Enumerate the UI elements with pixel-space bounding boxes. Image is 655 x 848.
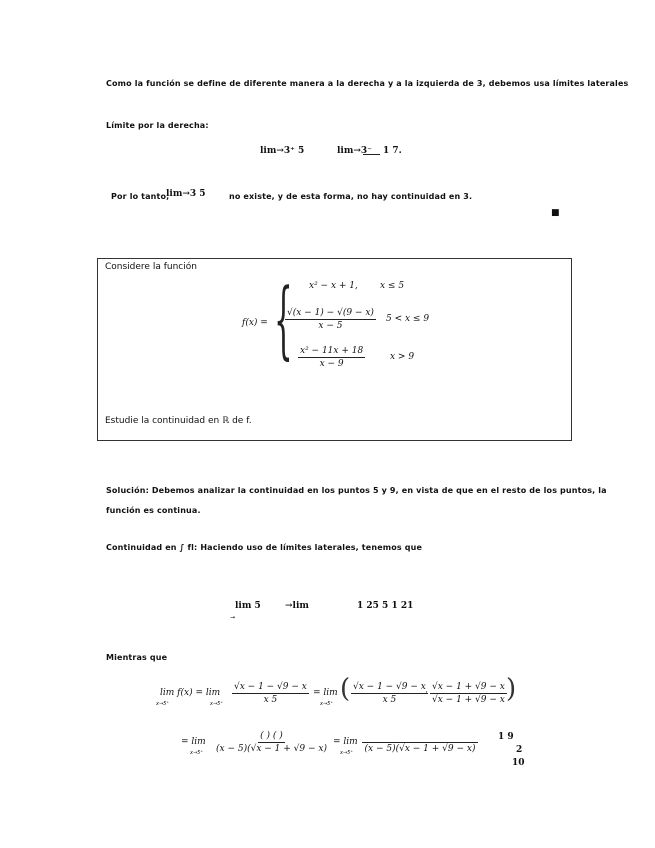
eq1-paren-den2: √x − 1 + √9 − x [432,695,505,705]
eq2-frac2 [362,730,478,755]
case2-num: √(x − 1) − √(9 − x) [287,308,374,318]
conclusion-prefix: Por lo tanto, [111,192,170,201]
lim-row-values: 1 25 5 1 21 [357,601,414,611]
case1-cond: x ≤ 5 [380,281,405,291]
mientras-que: Mientras que [106,653,168,662]
eq2-sub-2: x→5⁺ [340,750,353,756]
case1-expr: x² − x + 1, [309,281,358,291]
eq1-sub-3: x→5⁺ [320,701,333,707]
case3-num: x² − 11x + 18 [300,346,364,356]
case3-frac [298,345,365,370]
eq2-lhs: = lim [181,737,206,747]
lim-eq-left: lim→3⁺ 5 [260,146,305,156]
problem-box [97,258,572,441]
eq2-num: ( ) ( ) [260,731,283,741]
left-brace: { [274,270,293,368]
solution-line2: función es continua. [106,506,201,515]
eq1-paren-num1: √x − 1 − √9 − x [353,682,426,692]
case3-cond: x > 9 [390,352,415,362]
eq2-den: (x − 5)(√x − 1 + √9 − x) [216,744,327,754]
conclusion-suffix: no existe, y de esta forma, no hay continuidad en 3. [229,192,473,201]
eq2-frac [214,730,329,755]
intro-line: Como la función se define de diferente manera a la derecha y a la izquierda de 3, debemos usa límites laterales [106,79,629,88]
case2-den: x − 5 [318,321,343,331]
eq1-dot: · [425,688,428,698]
eq2-den2: (x − 5)(√x − 1 + √9 − x) [364,744,476,754]
eq1-sub-2: x→5⁺ [210,701,223,707]
eq2-sub-1: x→5⁺ [190,750,203,756]
lim-row-a: lim 5 [235,601,261,611]
eq1-num: √x − 1 − √9 − x [234,682,307,692]
problem-title: Considere la función [105,262,197,272]
side-num-1: 1 9 [498,732,514,742]
eq1-paren-close: ) [506,674,517,704]
case3-den: x − 9 [319,359,344,369]
qed-mark: ■ [551,208,560,218]
conclusion-lim: lim→3 5 [166,189,206,199]
lim-eq-value: 1 7. [383,146,402,156]
eq1-paren-frac2 [430,681,507,706]
side-num-3: 10 [512,758,525,768]
solution-line1: Solución: Debemos analizar la continuidad en los puntos 5 y 9, en vista de que en el resto de los puntos, la [106,486,607,495]
eq1-paren-open: ( [340,674,351,704]
case2-frac [285,307,376,332]
lim-row-a-sub: → [230,614,236,621]
case2-cond: 5 < x ≤ 9 [386,314,430,324]
f-label: f(x) = [242,318,268,328]
eq1-paren-den1: x 5 [382,695,397,705]
blank-line [363,154,380,155]
eq2-mid: = lim [333,737,358,747]
eq2-num2 [362,730,478,743]
lim-eq-right: lim→3⁻ [337,146,372,156]
lim-row-b: →lim [285,601,309,611]
eq1-lhs: lim f(x) = lim [160,688,221,698]
eq1-den: x 5 [263,695,278,705]
eq1-paren-frac1 [351,681,428,706]
eq1-mid: = lim [313,688,338,698]
eq1-frac [232,681,309,706]
continuity-heading: Continuidad en ∫ fl: Haciendo uso de límites laterales, tenemos que [106,543,423,552]
eq1-sub-1: x→5⁺ [156,701,169,707]
right-limit-label: Límite por la derecha: [106,121,209,130]
side-num-2: 2 [516,745,523,755]
eq1-paren-num2: √x − 1 + √9 − x [432,682,505,692]
problem-question: Estudie la continuidad en ℝ de f. [105,416,252,426]
